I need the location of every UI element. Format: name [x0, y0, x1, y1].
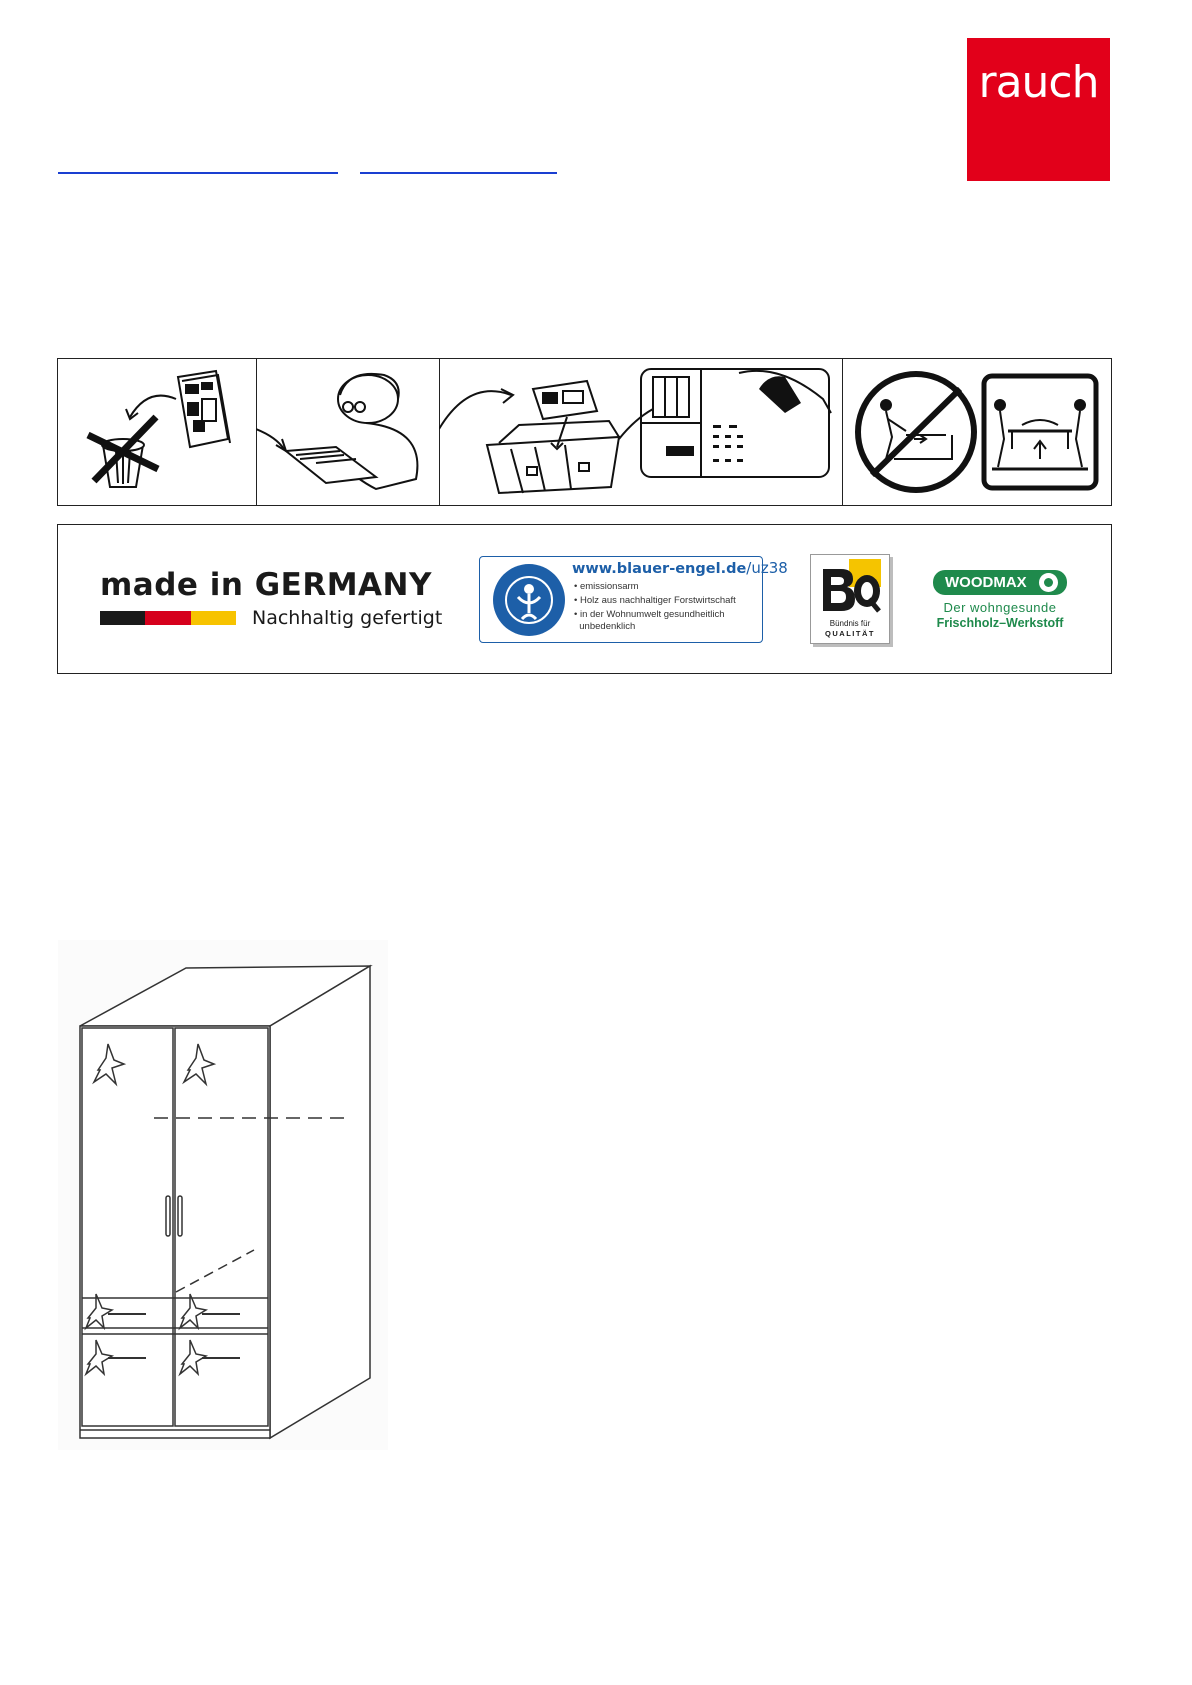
blauer-engel-url-domain: www.blauer-engel.de [572, 561, 747, 577]
woodmax-badge [933, 570, 1073, 630]
german-flag-stripe [100, 611, 236, 625]
do-not-push-lift-furniture-icon [842, 359, 1111, 505]
certifications-panel [57, 524, 1112, 674]
keep-instructions-icon [439, 359, 843, 505]
woodmax-line1: Der wohngesunde [943, 600, 1057, 615]
bq-logo-icon [819, 559, 881, 617]
blauer-engel-label [479, 556, 788, 643]
wardrobe-illustration [58, 940, 388, 1450]
logo-text: rauch [978, 57, 1099, 108]
bq-line1: Bündnis für [829, 619, 871, 628]
flag-gold [191, 611, 236, 625]
woodmax-pill: WOODMAX [933, 570, 1067, 595]
read-instructions-icon [256, 359, 440, 505]
header-link-line-2[interactable] [360, 172, 557, 174]
assembly-instructions-panel [57, 358, 1112, 506]
bq-line2: QUALITÄT [825, 629, 875, 638]
woodmax-line2: Frischholz–Werkstoff [936, 616, 1064, 630]
blauer-engel-url-path: /uz38 [746, 559, 788, 577]
blauer-engel-bullet: • Holz aus nachhaltiger Forstwirtschaft [574, 595, 736, 606]
blauer-engel-bullet: unbedenklich [574, 621, 636, 632]
rauch-logo [967, 38, 1110, 181]
bq-quality-badge [810, 554, 890, 644]
woodmax-dot-icon [1039, 573, 1058, 592]
made-in-germany-badge [100, 567, 450, 637]
made-in-germany-subtitle: Nachhaltig gefertigt [252, 607, 443, 629]
header-link-line-1[interactable] [58, 172, 338, 174]
blauer-engel-bullet: • emissionsarm [574, 581, 639, 592]
blauer-engel-url[interactable] [572, 559, 788, 577]
do-not-discard-instructions-icon [58, 359, 257, 505]
flag-red [145, 611, 190, 625]
blauer-engel-bullet: • in der Wohnumwelt gesundheitlich [574, 609, 725, 620]
made-in-germany-title: made in GERMANY [100, 567, 432, 603]
blauer-engel-seal-icon [492, 563, 566, 637]
flag-black [100, 611, 145, 625]
